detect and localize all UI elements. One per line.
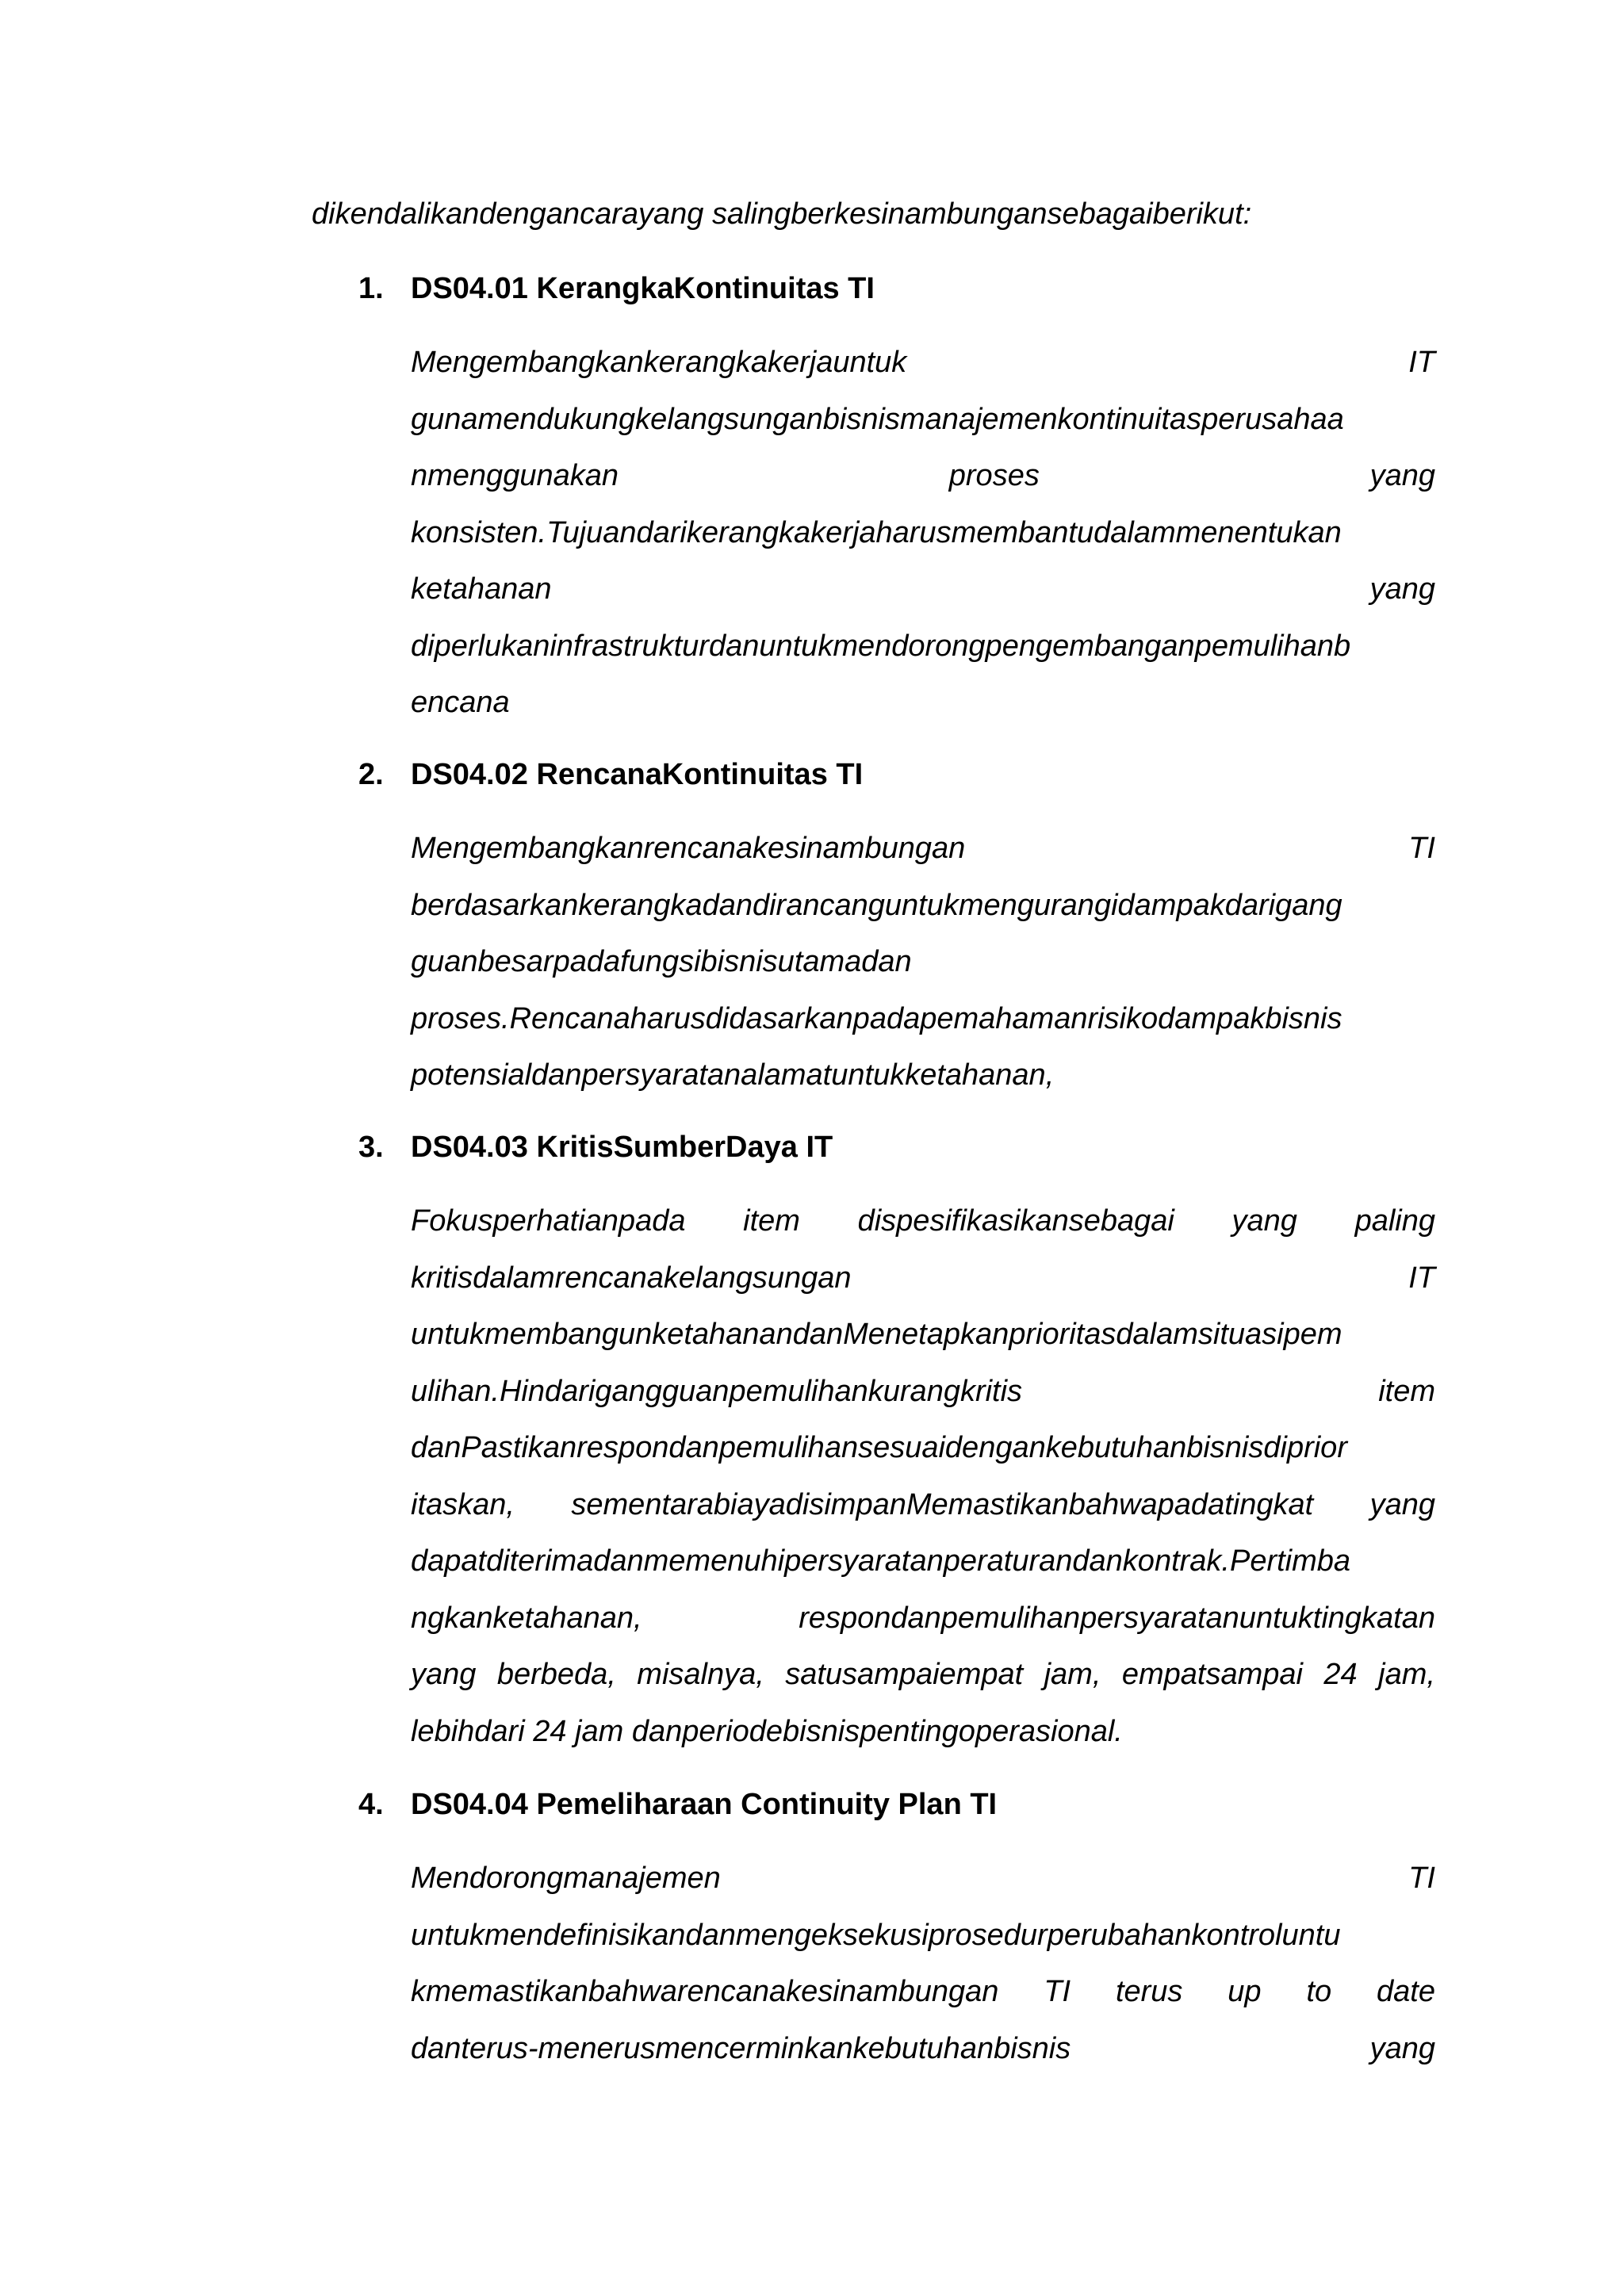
item-4-heading: DS04.04 Pemeliharaan Continuity Plan TI [411,1788,998,1821]
item-1-paragraph [411,342,1435,739]
paragraph-line: danterus-menerusmencerminkankebutuhanbisnis yang [411,2031,1435,2065]
paragraph-line: kmemastikanbahwarencanakesinambungan TI terus up to date [411,1975,1435,2008]
paragraph-line: Mengembangkanrencanakesinambungan TI [411,832,1435,865]
paragraph-line: ulihan.Hindarigangguanpemulihankurangkritis item [411,1374,1435,1408]
paragraph-line: lebihdari 24 jam danperiodebisnispentingoperasional. [411,1714,1123,1748]
paragraph-line: gunamendukungkelangsunganbisnismanajemenkontinuitasperusahaa [411,402,1344,436]
item-4-number: 4. [358,1788,384,1821]
paragraph-line: Mengembangkankerangkakerjauntuk IT [411,346,1435,379]
item-2-title [358,754,863,795]
paragraph-line: kritisdalamrencanakelangsungan IT [411,1261,1435,1295]
paragraph-line: Fokusperhatianpada item dispesifikasikansebagai yang paling [411,1204,1435,1238]
item-3-title [358,1127,833,1168]
paragraph-line: ngkanketahanan, respondanpemulihanpersyaratanuntuktingkatan [411,1601,1435,1635]
paragraph-line: diperlukaninfrastrukturdanuntukmendorongpengembanganpemulihanb [411,629,1351,663]
paragraph-line: untukmembangunketahanandanMenetapkanprioritasdalamsituasipem [411,1318,1342,1351]
paragraph-line: konsisten.Tujuandarikerangkakerjaharusmembantudalammenentukan [411,515,1342,549]
item-4-title [358,1784,997,1825]
paragraph-line: ketahanan yang [411,572,1435,606]
paragraph-line: danPastikanrespondanpemulihansesuaidengankebutuhanbisnisdiprior [411,1431,1347,1464]
paragraph-line: Mendorongmanajemen TI [411,1862,1435,1895]
item-2-number: 2. [358,758,384,791]
item-3-number: 3. [358,1131,384,1164]
item-3-heading: DS04.03 KritisSumberDaya IT [411,1131,833,1164]
paragraph-line: proses.Rencanaharusdidasarkanpadapemahamanrisikodampakbisnis [411,1001,1342,1035]
item-1-heading: DS04.01 KerangkaKontinuitas TI [411,272,875,305]
paragraph-line: untukmendefinisikandanmengeksekusiprosedurperubahankontroluntu [411,1918,1341,1952]
paragraph-line: guanbesarpadafungsibisnisutamadan [411,945,912,978]
item-3-paragraph [411,1200,1435,1767]
paragraph-line: yang berbeda, misalnya, satusampaiempat jam, empatsampai 24 jam, [411,1658,1435,1691]
paragraph-line: encana [411,686,510,719]
item-1-title [358,268,875,309]
item-2-paragraph [411,828,1435,1112]
intro-text: dikendalikandengancarayang salingberkesinambungansebagaiberikut: [312,197,1252,231]
paragraph-line: itaskan, sementarabiayadisimpanMemastikanbahwapadatingkat yang [411,1487,1435,1521]
item-4-paragraph [411,1858,1435,2084]
item-2-heading: DS04.02 RencanaKontinuitas TI [411,758,864,791]
item-1-number: 1. [358,272,384,305]
paragraph-line: nmenggunakan proses yang [411,459,1435,492]
paragraph-line: potensialdanpersyaratanalamatuntukketahanan, [411,1058,1055,1092]
paragraph-line: berdasarkankerangkadandirancanguntukmengurangidampakdarigang [411,888,1342,922]
paragraph-line: dapatditerimadanmemenuhipersyaratanperaturandankontrak.Pertimba [411,1544,1351,1578]
